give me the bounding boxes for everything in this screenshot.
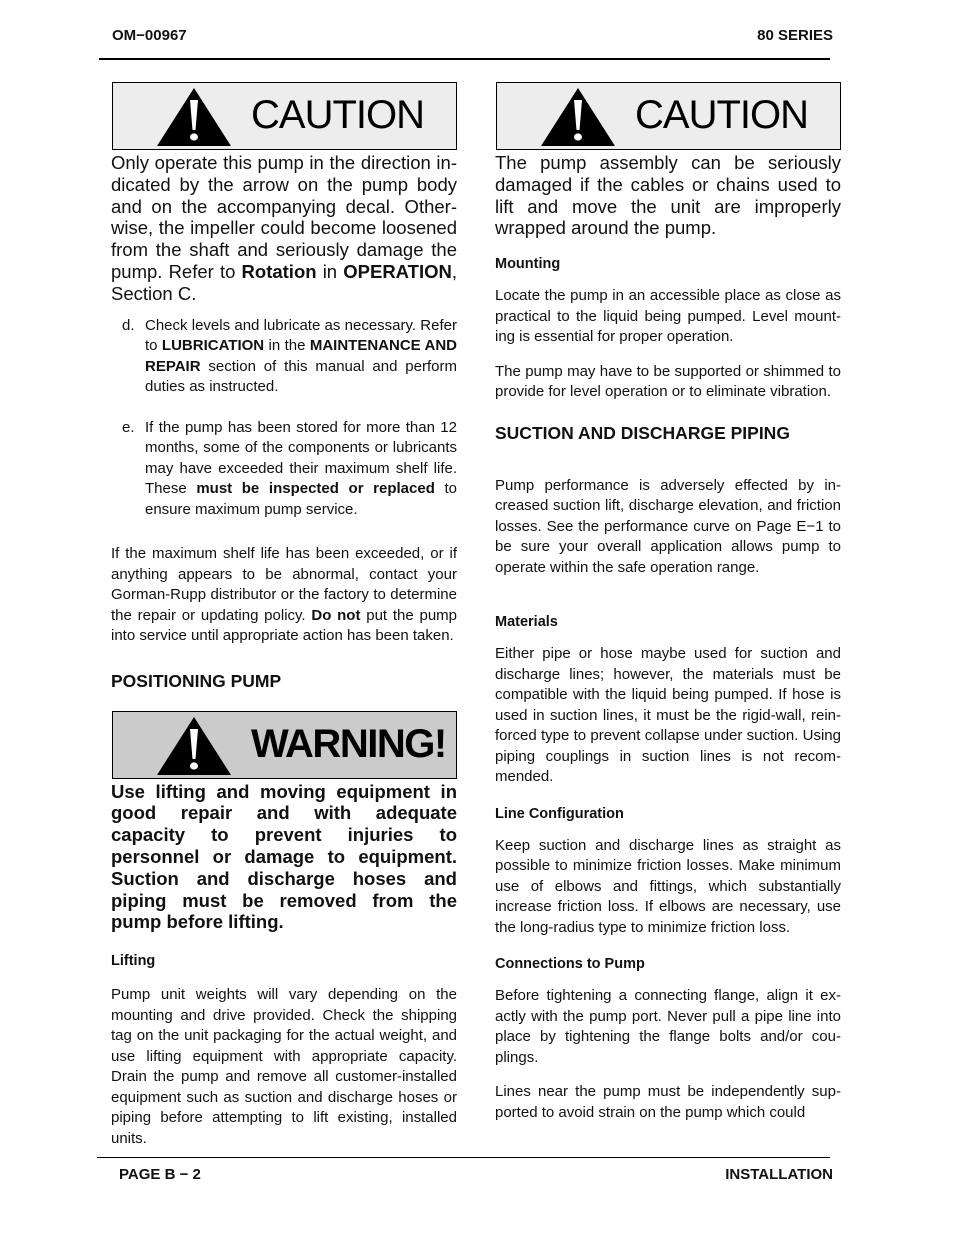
lines-near-pump-text: Lines near the pump must be independently supported to avoid strain on the pump which could xyxy=(495,1083,841,1121)
connections-heading: Connections to Pump xyxy=(495,956,645,973)
left-column xyxy=(111,82,457,1149)
caution-text: Only operate this pump in the direction indicated by the arrow on the pump body and on the accompanying decal. Otherwise, the impeller could become loosened from the shaft and seriously damage the pump. Refer to Rotation in OPERATION, Section C. xyxy=(111,152,457,304)
suction-discharge-heading: SUCTION AND DISCHARGE PIPING xyxy=(495,422,790,443)
lifting-text: Pump unit weights will vary depending on the mounting and drive provided. Check the shipping tag on the unit packaging for the actual weight, and use lifting equipment with appropriate capacity. Drain the pump and remove all customer-installed equipment such as suction and discharge hoses or piping before attempting to lift existing, installed units. xyxy=(111,986,457,1147)
page-number: PAGE B − 2 xyxy=(119,1166,201,1183)
connections-text: Before tightening a connecting flange, align it exactly with the pump port. Never pull a pipe line into place by tightening the flange bolts and/or couplings. xyxy=(495,987,841,1066)
warning-triangle-icon xyxy=(539,86,617,148)
warning-triangle-icon xyxy=(155,715,233,777)
line-configuration-heading: Line Configuration xyxy=(495,805,624,822)
list-marker: d. xyxy=(122,316,135,334)
mounting-paragraph-2: The pump may have to be supported or shimmed to provide for level operation or to eliminate vibration. xyxy=(495,362,841,401)
mounting-heading: Mounting xyxy=(495,256,561,273)
materials-heading: Materials xyxy=(495,614,558,631)
positioning-heading: POSITIONING PUMP xyxy=(111,670,282,691)
warning-sign xyxy=(112,711,457,779)
list-item-d: d. Check levels and lubricate as necessary. Refer to LUBRICATION in the MAINTENANCE AND REPAIR section of this manual and perform duties as instructed. xyxy=(122,316,457,396)
materials-text: Either pipe or hose maybe used for suction and discharge lines; however, the materials must be compatible with the liquid being pumped. If hose is used in suction lines, it must be the rigid-wall, reinforced type to prevent collapse under suction. Using piping couplings in suction lines is not recommended. xyxy=(495,645,841,786)
series-label: 80 SERIES xyxy=(757,27,833,44)
suction-discharge-text: Pump performance is adversely effected by increased suction lift, discharge elevation, and friction losses. See the performance curve on Page E−1 to be sure your overall application allows pump to operate within the safe operation range. xyxy=(495,476,841,576)
lifting-heading: Lifting xyxy=(111,953,156,970)
header-rule xyxy=(99,58,830,60)
list-marker: e. xyxy=(122,418,135,436)
section-name: INSTALLATION xyxy=(725,1166,833,1183)
right-column xyxy=(495,82,841,1123)
caution-word: CAUTION xyxy=(635,93,808,137)
warning-word: WARNING! xyxy=(251,721,446,766)
doc-number: OM−00967 xyxy=(112,27,187,44)
shelf-life-paragraph: If the maximum shelf life has been exceeded, or if anything appears to be abnormal, contact your Gorman-Rupp distributor or the factory to determine the repair or updating policy. Do not put the pump into service until appropriate action has been taken. xyxy=(111,545,457,645)
mounting-paragraph-1: Locate the pump in an accessible place as close as practical to the liquid being pumped. Level mounting is essential for proper operation. xyxy=(495,287,841,346)
footer-rule xyxy=(97,1157,830,1158)
list-item-e: e. If the pump has been stored for more than 12 months, some of the components or lubricants may have exceeded their maximum shelf life. These must be inspected or replaced to ensure maximum pump service. xyxy=(122,418,457,518)
caution-sign xyxy=(112,82,457,150)
line-configuration-text: Keep suction and discharge lines as straight as possible to minimize friction losses. Make minimum use of elbows and fittings, which substantially increase friction loss. If elbows are necessary, use the long-radius type to minimize friction loss. xyxy=(495,836,841,936)
warning-text: Use lifting and moving equipment in good repair and with adequate capacity to prevent injuries to personnel or damage to equipment. Suction and discharge hoses and piping must be removed from the pump before lifting. xyxy=(111,780,457,933)
warning-triangle-icon xyxy=(155,86,233,148)
caution-word: CAUTION xyxy=(251,93,424,137)
caution-sign xyxy=(496,82,841,150)
caution-text: The pump assembly can be seriously damaged if the cables or chains used to lift and move the unit are improperly wrapped around the pump. xyxy=(495,152,841,239)
